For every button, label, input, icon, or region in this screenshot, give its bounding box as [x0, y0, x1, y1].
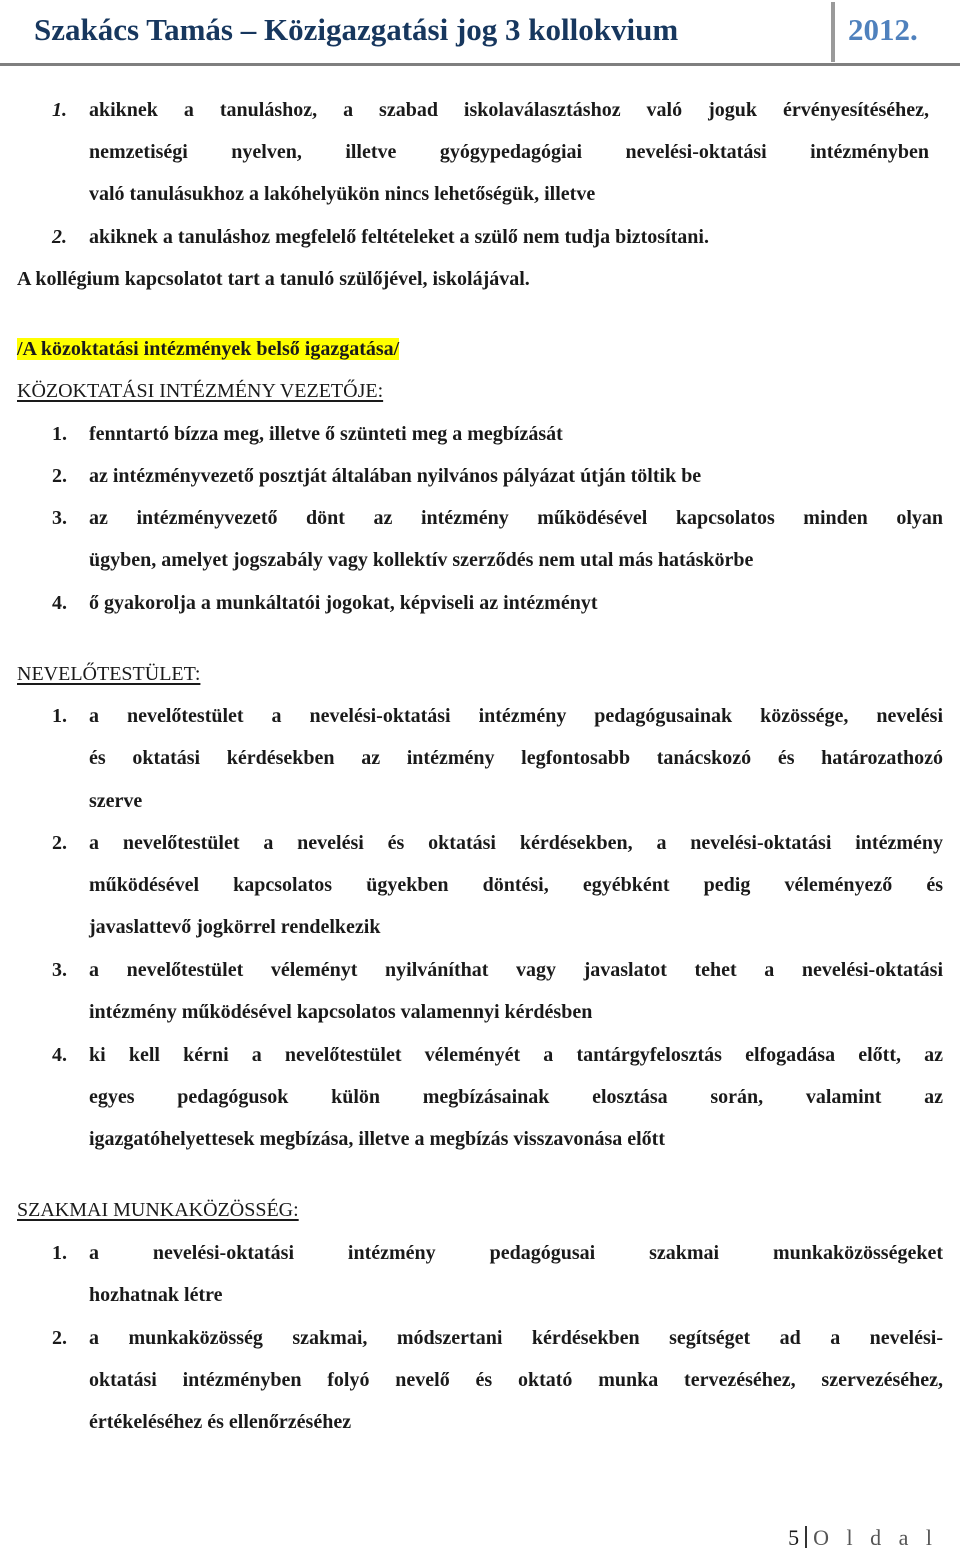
list-item-line: és oktatási kérdésekben az intézmény legfontosabb tanácskozó és határozathozó	[89, 747, 943, 769]
list-item-line: javaslattevő jogkörrel rendelkezik	[89, 916, 381, 938]
document-title: Szakács Tamás – Közigazgatási jog 3 kollokvium	[34, 12, 679, 47]
list-number: 2.	[52, 832, 67, 854]
document-year: 2012.	[848, 12, 918, 47]
page-number: 5	[788, 1525, 800, 1550]
footer-separator	[805, 1526, 807, 1548]
highlight-text: /A közoktatási intézmények belső igazgatása/	[17, 338, 400, 360]
list-item-line: akiknek a tanuláshoz megfelelő feltételeket a szülő nem tudja biztosítani.	[89, 226, 709, 248]
list-item-line: az intézményvezető posztját általában nyilvános pályázat útján töltik be	[89, 465, 702, 487]
paragraph: A kollégium kapcsolatot tart a tanuló szülőjével, iskolájával.	[17, 268, 530, 290]
list-item-line: szerve	[89, 790, 143, 812]
list-number: 2.	[52, 1327, 67, 1349]
list-item-line: a nevelőtestület véleményt nyilváníthat vagy javaslatot tehet a nevelési-oktatási	[89, 959, 943, 981]
section-heading-munkakozosseg: SZAKMAI MUNKAKÖZÖSSÉG:	[17, 1199, 299, 1221]
list-item-line: akiknek a tanuláshoz, a szabad iskolaválasztáshoz való joguk érvényesítéséhez,	[89, 99, 929, 121]
list-number: 4.	[52, 1044, 67, 1066]
list-number: 2.	[52, 465, 67, 487]
list-item-line: egyes pedagógusok külön megbízásainak elosztása során, valamint az	[89, 1086, 943, 1108]
list-number: 3.	[52, 507, 67, 529]
list-number: 1.	[52, 705, 67, 727]
list-item-line: értékeléséhez és ellenőrzéséhez	[89, 1411, 352, 1433]
header-rule	[0, 63, 960, 66]
list-item-line: oktatási intézményben folyó nevelő és oktató munka tervezéséhez, szervezéséhez,	[89, 1369, 943, 1391]
list-item-line: ki kell kérni a nevelőtestület véleményét a tantárgyfelosztás elfogadása előtt, az	[89, 1044, 943, 1066]
list-number: 3.	[52, 959, 67, 981]
list-item-line: ő gyakorolja a munkáltatói jogokat, képviseli az intézményt	[89, 592, 598, 614]
header-divider	[831, 2, 835, 62]
list-item-line: fenntartó bízza meg, illetve ő szünteti meg a megbízását	[89, 423, 563, 445]
list-number: 1.	[52, 423, 67, 445]
list-item-line: az intézményvezető dönt az intézmény működésével kapcsolatos minden olyan	[89, 507, 943, 529]
list-number: 2.	[52, 226, 67, 248]
section-heading-nevelotestulet: NEVELŐTESTÜLET:	[17, 663, 201, 685]
list-item-line: való tanulásukhoz a lakóhelyükön nincs lehetőségük, illetve	[89, 183, 596, 205]
highlighted-title	[17, 337, 399, 361]
list-item-line: a nevelési-oktatási intézmény pedagógusai szakmai munkaközösségeket	[89, 1242, 943, 1264]
list-item-line: működésével kapcsolatos ügyekben döntési, egyébként pedig véleményező és	[89, 874, 943, 896]
list-item-line: a munkaközösség szakmai, módszertani kérdésekben segítséget ad a nevelési-	[89, 1327, 943, 1349]
page-header	[0, 0, 960, 64]
page-footer	[788, 1525, 938, 1551]
section-heading-vezetoje: KÖZOKTATÁSI INTÉZMÉNY VEZETŐJE:	[17, 380, 384, 402]
list-number: 1.	[52, 1242, 67, 1264]
page-label: O l d a l	[813, 1525, 938, 1550]
list-item-line: ügyben, amelyet jogszabály vagy kollektív szerződés nem utal más hatáskörbe	[89, 549, 754, 571]
list-item-line: intézmény működésével kapcsolatos valamennyi kérdésben	[89, 1001, 593, 1023]
list-item-line: igazgatóhelyettesek megbízása, illetve a megbízás visszavonása előtt	[89, 1128, 666, 1150]
list-item-line: nemzetiségi nyelven, illetve gyógypedagógiai nevelési-oktatási intézményben	[89, 141, 929, 163]
list-number: 4.	[52, 592, 67, 614]
list-number: 1.	[52, 99, 67, 121]
list-item-line: hozhatnak létre	[89, 1284, 223, 1306]
list-item-line: a nevelőtestület a nevelési és oktatási kérdésekben, a nevelési-oktatási intézmény	[89, 832, 943, 854]
list-item-line: a nevelőtestület a nevelési-oktatási intézmény pedagógusainak közössége, nevelési	[89, 705, 943, 727]
